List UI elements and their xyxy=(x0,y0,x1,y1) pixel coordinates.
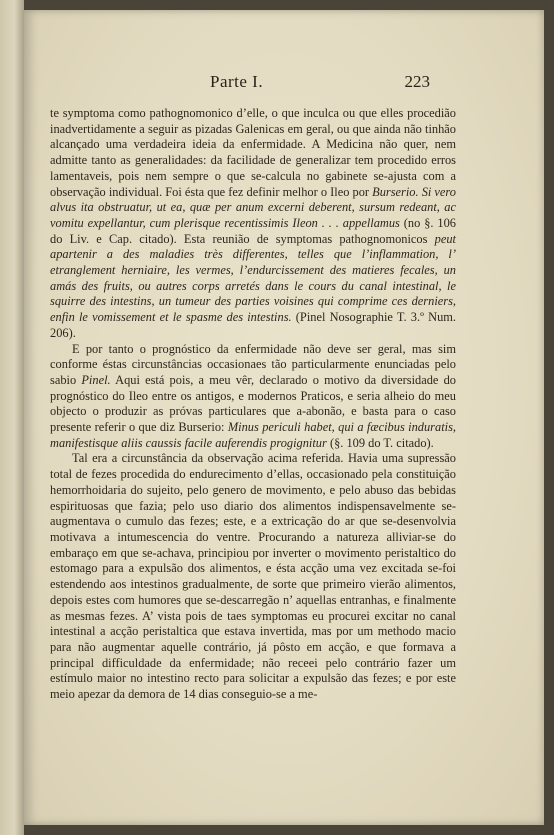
text-run: Aqui está pois, a meu vêr, declarado o motivo da diversidade do prognóstico do Ileo entre os antigos, e modernos Praticos, e seria alheio do meu objecto o produzir as próvas particulares que a-abonão, e basta para o caso presente referir o que diz Burserio: xyxy=(50,372,456,435)
text-run: (§. 109 do T. citado). xyxy=(326,435,434,450)
italic-text-run: peut apartenir a des maladies très differentes, telles que l’inflammation, l’ etranglement herniaire, les vermes, l’endurcissement des matieres fecales, un amás des fruits, ou autres corps arretés dans le cours du canal intestinal, le squirre des intestins, un tumeur des parties voisines qui comprime ces derniers, enfin le vomissement et le spasme des intestins. xyxy=(50,231,456,325)
italic-text-run: Burserio. Si vero alvus ita obstruatur, ut ea, quæ per anum excerni deberent, sursum redeant, ac vomitu expellantur, cum plerisque recentissimis Ileon . . . appellamus xyxy=(50,184,456,230)
text-run: te symptoma como pathognomonico d’elle, o que inculca ou que elles procedião inadvertidamente a seguir as pizadas Galenicas em geral, ou que ainda não tinhão alcançado uma verdadeira ideia da enfermidade. A Medicina não quer, nem admitte tanto as generalidades: da facilidade de generalizar tem procedido erros lamentaveis, pois nem sempre o que se-calcula no gabinete se-ajusta com a observação individual. Foi ésta que fez definir melhor o Ileo por xyxy=(50,106,456,199)
text-run: (no §. 106 do Liv. e Cap. citado). Esta reunião de symptomas pathognomonicos xyxy=(50,215,456,246)
italic-text-run: Pinel. xyxy=(81,372,111,387)
italic-text-run: Minus periculi habet, qui a fæcibus induratis, manifestisque aliis caussis facile auferendis progignitur xyxy=(50,420,456,450)
body-text xyxy=(50,106,456,703)
paragraph xyxy=(50,106,456,342)
text-run: (Pinel Nosographie T. 3.º Num. 206). xyxy=(50,310,456,340)
page-number: 223 xyxy=(404,72,430,91)
text-run: E por tanto o prognóstico da enfermidade não deve ser geral, mas sim conforme éstas circunstâncias occasionaes tão particularmente enunciadas pelo sabio xyxy=(50,341,456,387)
running-header xyxy=(24,70,544,96)
book-page xyxy=(24,10,544,825)
page-title: Parte I. xyxy=(210,72,264,91)
paragraph xyxy=(50,342,456,452)
paragraph xyxy=(50,451,456,702)
previous-page-edge xyxy=(0,0,24,835)
text-run: Tal era a circunstância da observação acima referida. Havia uma supressão total de fezes procedida do endurecimento d’ellas, occasionado pela constituição hemorrhoidaria do sujeito, pelo genero de movimento, e pelo abuso das bebidas espirituosas que fazia; pelo uso diario dos alimentos indispensavelmente se-augmentava o cumulo das fezes; este, e a extricação do ar que se-desenvolvia motivava a intumescencia do ventre. Procurando a natureza alliviar-se do embaraço em que se-achava, principiou por inverter o movimento peristaltico do estomago para a expulsão dos alimentos, e ésta acção uma vez excitada se-foi estendendo aos intestinos gradualmente, de sorte que primeiro vierão alimentos, depois estes com humores que se-descarregão n’ aquellas entranhas, e finalmente as mesmas fezes. A’ vista pois de taes symptomas eu procurei excitar no canal intestinal a acção peristaltica que estava invertida, mas por um methodo macio para não augmentar aquelle contrário, já pôsto em acção, e que formava a principal difficuldade da enfermidade; não receei pelo contrário fazer um estímulo maior no intestino recto para solicitar a expulsão das fezes; e por este meio apezar da demora de 14 dias conseguio-se a me- xyxy=(50,451,456,702)
